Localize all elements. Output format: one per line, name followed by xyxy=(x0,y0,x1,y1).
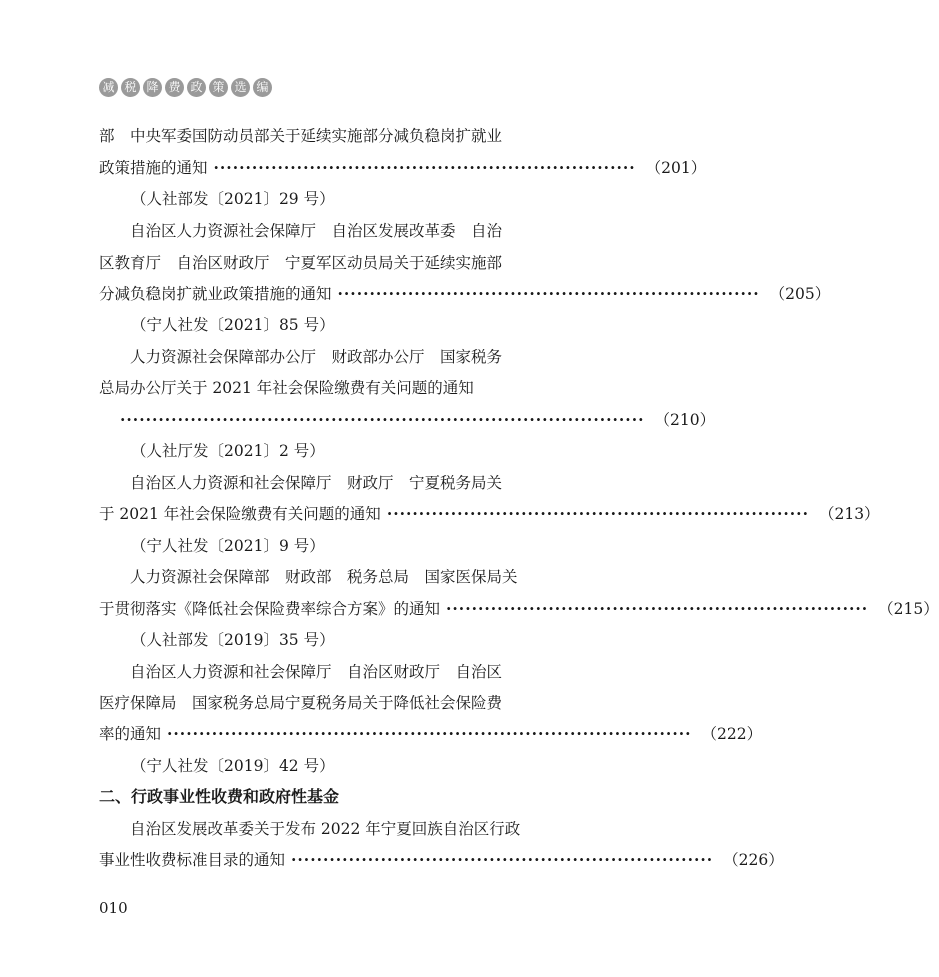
toc-entry-text: 人力资源社会保障部办公厅 财政部办公厅 国家税务 xyxy=(130,348,503,366)
leader-dots: ·································································· xyxy=(291,850,714,869)
page-ref: （205） xyxy=(769,285,831,303)
page-ref: （210） xyxy=(654,411,716,429)
leader-dots: ·················································································· xyxy=(167,724,692,743)
header-char: 减 xyxy=(99,78,118,97)
leader-dots: ·································································· xyxy=(337,284,760,303)
toc-entry-text: 自治区发展改革委关于发布 2022 年宁夏回族自治区行政 xyxy=(130,820,521,838)
page-ref: （213） xyxy=(818,505,880,523)
doc-number: （人社厅发〔2021〕2 号） xyxy=(131,442,325,460)
toc-entry-text: 自治区人力资源和社会保障厅 财政厅 宁夏税务局关 xyxy=(130,474,503,492)
leader-dots: ·································································· xyxy=(386,504,809,523)
toc-entry-text: 部 中央军委国防动员部关于延续实施部分减负稳岗扩就业 xyxy=(99,127,503,145)
leader-dots: ·················································································· xyxy=(120,410,645,429)
toc-entry-text: 区教育厅 自治区财政厅 宁夏军区动员局关于延续实施部 xyxy=(99,254,503,272)
toc-entry[interactable] xyxy=(99,157,707,179)
header-char: 编 xyxy=(253,78,272,97)
leader-dots: ·································································· xyxy=(213,158,636,177)
toc-entry-text: 人力资源社会保障部 财政部 税务总局 国家医保局关 xyxy=(130,568,518,586)
toc-entry-text: 自治区人力资源社会保障厅 自治区发展改革委 自治 xyxy=(130,222,503,240)
page-ref: （226） xyxy=(723,851,784,869)
header-char: 选 xyxy=(231,78,250,97)
toc-entry-text: 率的通知 xyxy=(99,725,162,743)
toc-entry-text: 分减负稳岗扩就业政策措施的通知 xyxy=(99,285,332,303)
toc-entry[interactable] xyxy=(99,723,763,745)
header-char: 降 xyxy=(143,78,162,97)
toc-entry[interactable] xyxy=(99,503,880,525)
doc-number: （宁人社发〔2019〕42 号） xyxy=(131,757,335,775)
toc-entry-text: 总局办公厅关于 2021 年社会保险缴费有关问题的通知 xyxy=(99,379,474,397)
header-char: 策 xyxy=(209,78,228,97)
toc-entry-text: 自治区人力资源和社会保障厅 自治区财政厅 自治区 xyxy=(130,663,503,681)
toc-entry-text: 于贯彻落实《降低社会保险费率综合方案》的通知 xyxy=(99,600,441,618)
toc-entry-text: 医疗保障局 国家税务总局宁夏税务局关于降低社会保险费 xyxy=(99,694,503,712)
header-char: 政 xyxy=(187,78,206,97)
toc-entry-text: 于 2021 年社会保险缴费有关问题的通知 xyxy=(99,505,381,523)
page-number: 010 xyxy=(99,899,128,917)
section-heading: 二、行政事业性收费和政府性基金 xyxy=(99,787,340,806)
doc-number: （宁人社发〔2021〕9 号） xyxy=(131,537,325,555)
toc-entry[interactable] xyxy=(99,849,784,871)
doc-number: （人社部发〔2019〕35 号） xyxy=(131,631,335,649)
page-ref: （222） xyxy=(701,725,763,743)
header-char: 税 xyxy=(121,78,140,97)
toc-entry[interactable] xyxy=(99,598,939,620)
header-char: 费 xyxy=(165,78,184,97)
page-ref: （201） xyxy=(645,159,707,177)
toc-entry-text: 政策措施的通知 xyxy=(99,159,208,177)
doc-number: （人社部发〔2021〕29 号） xyxy=(131,190,335,208)
toc-entry[interactable] xyxy=(99,283,831,305)
running-header xyxy=(99,78,272,97)
doc-number: （宁人社发〔2021〕85 号） xyxy=(131,316,335,334)
toc-entry[interactable] xyxy=(120,409,716,431)
toc-entry-text: 事业性收费标准目录的通知 xyxy=(99,851,286,869)
page-ref: （215） xyxy=(878,600,939,618)
leader-dots: ·································································· xyxy=(446,599,869,618)
